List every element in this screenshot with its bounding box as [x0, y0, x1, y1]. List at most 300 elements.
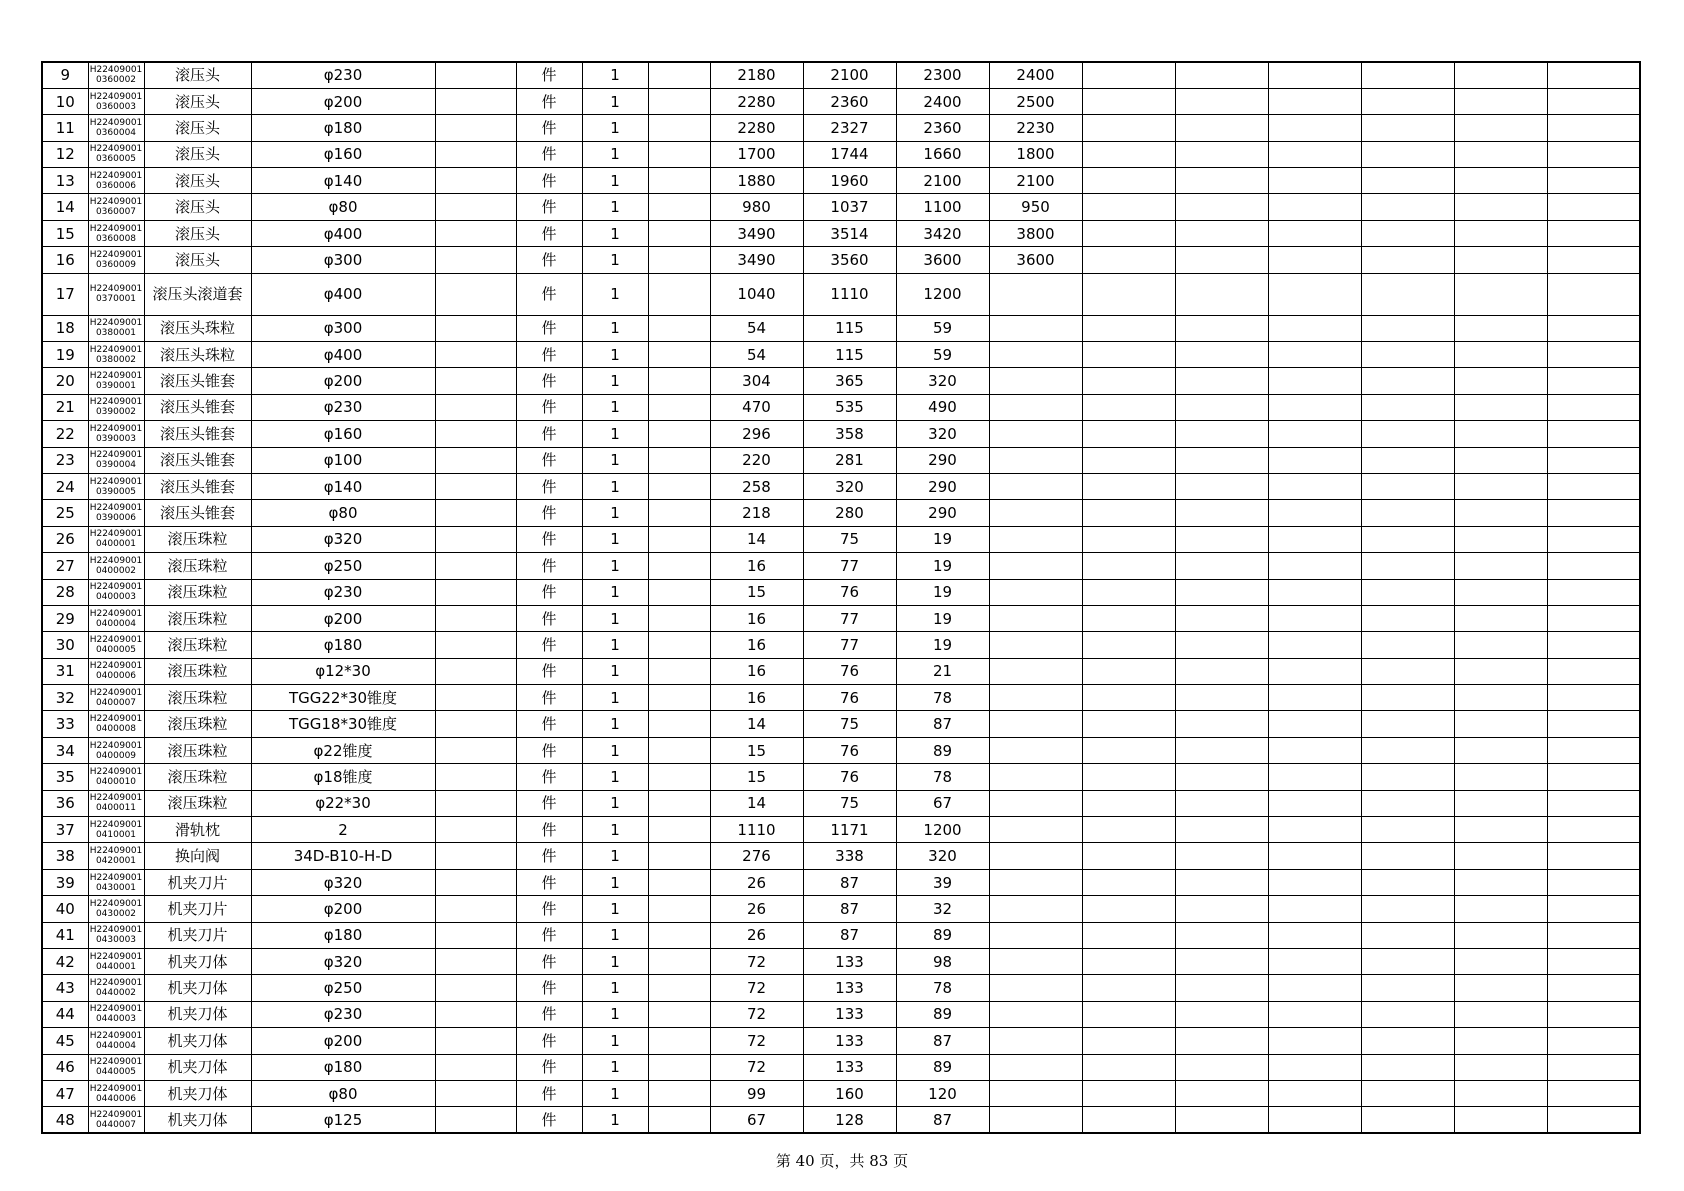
item-code-part1: H22409001 [89, 476, 143, 487]
empty-cell [1082, 658, 1175, 684]
item-spec: φ100 [251, 447, 435, 473]
empty-cell [1547, 473, 1640, 499]
empty-cell [648, 315, 710, 341]
item-code [88, 473, 144, 499]
empty-cell [435, 273, 516, 315]
item-unit: 件 [516, 62, 582, 88]
empty-cell [1268, 1107, 1361, 1133]
item-code-part1: H22409001 [89, 249, 143, 260]
item-code-part1: H22409001 [89, 978, 143, 989]
empty-cell [1268, 1001, 1361, 1027]
empty-cell [1361, 115, 1454, 141]
row-number: 19 [42, 342, 88, 368]
price-4 [989, 421, 1082, 447]
item-code-part1: H22409001 [89, 846, 143, 857]
row-number: 28 [42, 579, 88, 605]
empty-cell [1454, 790, 1547, 816]
item-code-part2: 0390001 [95, 381, 137, 392]
price-3: 19 [896, 579, 989, 605]
empty-cell [1547, 764, 1640, 790]
empty-cell [648, 869, 710, 895]
empty-cell [1547, 685, 1640, 711]
price-3: 19 [896, 553, 989, 579]
empty-cell [648, 526, 710, 552]
item-code-part1: H22409001 [89, 1057, 143, 1068]
price-1: 15 [710, 764, 803, 790]
empty-cell [435, 62, 516, 88]
empty-cell [1175, 168, 1268, 194]
item-quantity: 1 [582, 869, 648, 895]
item-quantity: 1 [582, 1054, 648, 1080]
row-number: 33 [42, 711, 88, 737]
row-number: 11 [42, 115, 88, 141]
price-3: 19 [896, 605, 989, 631]
price-1: 72 [710, 1001, 803, 1027]
item-unit: 件 [516, 473, 582, 499]
row-number: 47 [42, 1080, 88, 1106]
empty-cell [1361, 1080, 1454, 1106]
row-number: 32 [42, 685, 88, 711]
empty-cell [1082, 605, 1175, 631]
empty-cell [1082, 273, 1175, 315]
item-unit: 件 [516, 526, 582, 552]
item-unit: 件 [516, 447, 582, 473]
empty-cell [1268, 115, 1361, 141]
empty-cell [1268, 685, 1361, 711]
item-name: 滚压头锥套 [144, 421, 251, 447]
empty-cell [435, 447, 516, 473]
price-2: 87 [803, 896, 896, 922]
empty-cell [1268, 315, 1361, 341]
item-name: 机夹刀体 [144, 1001, 251, 1027]
row-number: 27 [42, 553, 88, 579]
row-number: 37 [42, 817, 88, 843]
item-name: 滚压头 [144, 247, 251, 273]
item-unit: 件 [516, 368, 582, 394]
row-number: 17 [42, 273, 88, 315]
page-footer: 第 40 页，共 83 页 [775, 1152, 909, 1170]
empty-cell [1454, 949, 1547, 975]
empty-cell [1175, 1054, 1268, 1080]
empty-cell [1268, 273, 1361, 315]
empty-cell [1454, 526, 1547, 552]
item-quantity: 1 [582, 394, 648, 420]
item-code-part1: H22409001 [89, 819, 143, 830]
empty-cell [1454, 500, 1547, 526]
item-code [88, 711, 144, 737]
empty-cell [1547, 62, 1640, 88]
empty-cell [648, 500, 710, 526]
item-code-part1: H22409001 [89, 687, 143, 698]
empty-cell [1268, 62, 1361, 88]
item-name: 滚压头 [144, 168, 251, 194]
row-number: 44 [42, 1001, 88, 1027]
item-spec: φ200 [251, 896, 435, 922]
empty-cell [1361, 869, 1454, 895]
price-1: 1700 [710, 141, 803, 167]
item-code [88, 88, 144, 114]
empty-cell [1547, 790, 1640, 816]
item-unit: 件 [516, 737, 582, 763]
item-unit: 件 [516, 579, 582, 605]
table-row [42, 168, 1640, 194]
price-4 [989, 632, 1082, 658]
empty-cell [648, 1028, 710, 1054]
empty-cell [1361, 685, 1454, 711]
price-2: 1960 [803, 168, 896, 194]
price-3: 78 [896, 764, 989, 790]
empty-cell [435, 394, 516, 420]
empty-cell [648, 579, 710, 605]
item-code [88, 315, 144, 341]
empty-cell [648, 922, 710, 948]
empty-cell [1454, 579, 1547, 605]
row-number: 21 [42, 394, 88, 420]
empty-cell [1175, 394, 1268, 420]
empty-cell [435, 975, 516, 1001]
empty-cell [1454, 273, 1547, 315]
price-4 [989, 817, 1082, 843]
price-1: 72 [710, 1054, 803, 1080]
empty-cell [1268, 711, 1361, 737]
empty-cell [1082, 1054, 1175, 1080]
price-1: 16 [710, 553, 803, 579]
price-2: 75 [803, 711, 896, 737]
empty-cell [648, 247, 710, 273]
empty-cell [1082, 473, 1175, 499]
item-code-part2: 0430003 [95, 935, 137, 946]
empty-cell [648, 711, 710, 737]
price-2: 280 [803, 500, 896, 526]
empty-cell [1547, 869, 1640, 895]
empty-cell [1361, 220, 1454, 246]
item-spec: φ400 [251, 220, 435, 246]
empty-cell [1082, 62, 1175, 88]
empty-cell [1361, 473, 1454, 499]
empty-cell [435, 1001, 516, 1027]
price-2: 1110 [803, 273, 896, 315]
empty-cell [1361, 843, 1454, 869]
empty-cell [1454, 737, 1547, 763]
item-code-part2: 0400002 [95, 565, 137, 576]
item-quantity: 1 [582, 949, 648, 975]
empty-cell [648, 115, 710, 141]
price-3: 490 [896, 394, 989, 420]
item-code [88, 843, 144, 869]
empty-cell [1175, 737, 1268, 763]
price-4 [989, 764, 1082, 790]
empty-cell [1175, 764, 1268, 790]
empty-cell [1361, 1028, 1454, 1054]
item-code-part1: H22409001 [89, 91, 143, 102]
empty-cell [1361, 526, 1454, 552]
table-row [42, 368, 1640, 394]
price-4: 950 [989, 194, 1082, 220]
price-3: 87 [896, 711, 989, 737]
item-unit: 件 [516, 500, 582, 526]
item-code-part2: 0390005 [95, 486, 137, 497]
table-row [42, 115, 1640, 141]
empty-cell [1175, 342, 1268, 368]
empty-cell [435, 605, 516, 631]
empty-cell [1175, 685, 1268, 711]
empty-cell [1454, 764, 1547, 790]
table-row [42, 342, 1640, 368]
price-2: 2327 [803, 115, 896, 141]
item-code [88, 949, 144, 975]
price-2: 133 [803, 1028, 896, 1054]
price-3: 78 [896, 975, 989, 1001]
item-spec: φ200 [251, 605, 435, 631]
table-row [42, 273, 1640, 315]
row-number: 39 [42, 869, 88, 895]
empty-cell [648, 896, 710, 922]
table-body [42, 62, 1640, 1133]
empty-cell [1361, 62, 1454, 88]
price-4 [989, 447, 1082, 473]
empty-cell [1268, 737, 1361, 763]
empty-cell [435, 817, 516, 843]
item-quantity: 1 [582, 273, 648, 315]
table-row [42, 247, 1640, 273]
price-2: 77 [803, 605, 896, 631]
empty-cell [1268, 421, 1361, 447]
item-quantity: 1 [582, 473, 648, 499]
empty-cell [1454, 394, 1547, 420]
item-code [88, 975, 144, 1001]
empty-cell [648, 473, 710, 499]
row-number: 9 [42, 62, 88, 88]
empty-cell [1268, 141, 1361, 167]
item-spec: 2 [251, 817, 435, 843]
empty-cell [1361, 1001, 1454, 1027]
item-name: 滚压头 [144, 88, 251, 114]
empty-cell [435, 922, 516, 948]
empty-cell [1361, 632, 1454, 658]
row-number: 14 [42, 194, 88, 220]
price-1: 26 [710, 896, 803, 922]
price-1: 276 [710, 843, 803, 869]
item-code-part1: H22409001 [89, 661, 143, 672]
item-spec: φ180 [251, 115, 435, 141]
row-number: 26 [42, 526, 88, 552]
item-code [88, 1054, 144, 1080]
item-code [88, 1028, 144, 1054]
item-spec: φ300 [251, 247, 435, 273]
empty-cell [1547, 949, 1640, 975]
price-4 [989, 526, 1082, 552]
price-3: 320 [896, 368, 989, 394]
item-name: 滚压珠粒 [144, 526, 251, 552]
empty-cell [1175, 526, 1268, 552]
item-spec: φ200 [251, 368, 435, 394]
empty-cell [1547, 658, 1640, 684]
empty-cell [1361, 790, 1454, 816]
price-3: 2400 [896, 88, 989, 114]
row-number: 22 [42, 421, 88, 447]
empty-cell [1454, 658, 1547, 684]
item-code [88, 500, 144, 526]
item-unit: 件 [516, 1001, 582, 1027]
empty-cell [1547, 141, 1640, 167]
price-4 [989, 553, 1082, 579]
item-quantity: 1 [582, 711, 648, 737]
item-spec: TGG22*30锥度 [251, 685, 435, 711]
item-code [88, 342, 144, 368]
item-code [88, 1080, 144, 1106]
item-code-part1: H22409001 [89, 170, 143, 181]
price-4 [989, 737, 1082, 763]
empty-cell [648, 790, 710, 816]
empty-cell [648, 1080, 710, 1106]
empty-cell [1547, 273, 1640, 315]
empty-cell [1082, 843, 1175, 869]
empty-cell [1268, 500, 1361, 526]
price-1: 14 [710, 711, 803, 737]
item-code-part2: 0400009 [95, 750, 137, 761]
item-unit: 件 [516, 790, 582, 816]
empty-cell [1361, 605, 1454, 631]
price-1: 2280 [710, 88, 803, 114]
price-4 [989, 685, 1082, 711]
item-spec: φ230 [251, 394, 435, 420]
item-spec: φ80 [251, 1080, 435, 1106]
price-2: 3514 [803, 220, 896, 246]
item-code-part2: 0440003 [95, 1014, 137, 1025]
item-unit: 件 [516, 247, 582, 273]
item-quantity: 1 [582, 579, 648, 605]
item-name: 机夹刀体 [144, 1080, 251, 1106]
empty-cell [1547, 368, 1640, 394]
row-number: 18 [42, 315, 88, 341]
price-2: 133 [803, 1001, 896, 1027]
empty-cell [1082, 194, 1175, 220]
row-number: 48 [42, 1107, 88, 1133]
empty-cell [1547, 194, 1640, 220]
item-code-part2: 0420001 [95, 856, 137, 867]
item-code-part2: 0390002 [95, 407, 137, 418]
table-row [42, 394, 1640, 420]
item-code-part2: 0370001 [95, 294, 137, 305]
empty-cell [1547, 843, 1640, 869]
item-spec: φ160 [251, 421, 435, 447]
item-code [88, 141, 144, 167]
table-row [42, 526, 1640, 552]
empty-cell [1082, 141, 1175, 167]
empty-cell [1361, 658, 1454, 684]
price-3: 1200 [896, 273, 989, 315]
table-row [42, 764, 1640, 790]
item-spec: φ140 [251, 473, 435, 499]
item-spec: φ200 [251, 1028, 435, 1054]
table-row [42, 88, 1640, 114]
item-unit: 件 [516, 141, 582, 167]
table-row [42, 843, 1640, 869]
item-code-part2: 0400007 [95, 697, 137, 708]
empty-cell [1454, 869, 1547, 895]
item-quantity: 1 [582, 526, 648, 552]
row-number: 10 [42, 88, 88, 114]
empty-cell [435, 869, 516, 895]
price-4 [989, 315, 1082, 341]
item-code-part1: H22409001 [89, 714, 143, 725]
item-name: 滑轨枕 [144, 817, 251, 843]
price-3: 19 [896, 526, 989, 552]
row-number: 30 [42, 632, 88, 658]
item-code-part2: 0400005 [95, 645, 137, 655]
item-code-part2: 0390006 [95, 513, 137, 524]
empty-cell [1361, 1054, 1454, 1080]
item-code [88, 764, 144, 790]
item-name: 滚压头 [144, 62, 251, 88]
price-3: 19 [896, 632, 989, 658]
empty-cell [648, 447, 710, 473]
price-4: 2500 [989, 88, 1082, 114]
item-quantity: 1 [582, 1107, 648, 1133]
item-unit: 件 [516, 1080, 582, 1106]
empty-cell [1361, 447, 1454, 473]
empty-cell [1268, 342, 1361, 368]
empty-cell [435, 421, 516, 447]
item-code-part1: H22409001 [89, 450, 143, 461]
empty-cell [1268, 447, 1361, 473]
empty-cell [1175, 1107, 1268, 1133]
empty-cell [1175, 711, 1268, 737]
item-code-part2: 0360008 [95, 233, 137, 244]
price-3: 98 [896, 949, 989, 975]
item-name: 滚压头锥套 [144, 447, 251, 473]
table-row [42, 447, 1640, 473]
item-quantity: 1 [582, 220, 648, 246]
empty-cell [1454, 88, 1547, 114]
item-unit: 件 [516, 843, 582, 869]
empty-cell [1547, 394, 1640, 420]
item-code-part1: H22409001 [89, 740, 143, 751]
item-quantity: 1 [582, 1080, 648, 1106]
item-spec: φ320 [251, 869, 435, 895]
item-code-part2: 0400011 [95, 803, 137, 814]
item-name: 换向阀 [144, 843, 251, 869]
price-4 [989, 1107, 1082, 1133]
row-number: 46 [42, 1054, 88, 1080]
price-1: 218 [710, 500, 803, 526]
item-code-part1: H22409001 [89, 344, 143, 355]
price-3: 2360 [896, 115, 989, 141]
price-3: 89 [896, 737, 989, 763]
empty-cell [1268, 88, 1361, 114]
price-3: 21 [896, 658, 989, 684]
empty-cell [1547, 975, 1640, 1001]
price-2: 76 [803, 685, 896, 711]
empty-cell [1361, 896, 1454, 922]
row-number: 35 [42, 764, 88, 790]
empty-cell [1082, 869, 1175, 895]
row-number: 12 [42, 141, 88, 167]
price-1: 304 [710, 368, 803, 394]
item-name: 滚压头锥套 [144, 394, 251, 420]
item-spec: φ300 [251, 315, 435, 341]
empty-cell [435, 658, 516, 684]
empty-cell [1268, 553, 1361, 579]
item-name: 滚压头 [144, 141, 251, 167]
row-number: 45 [42, 1028, 88, 1054]
price-1: 26 [710, 922, 803, 948]
price-2: 87 [803, 869, 896, 895]
empty-cell [1547, 247, 1640, 273]
empty-cell [1454, 315, 1547, 341]
item-code-part2: 0400004 [95, 618, 137, 629]
price-4 [989, 949, 1082, 975]
